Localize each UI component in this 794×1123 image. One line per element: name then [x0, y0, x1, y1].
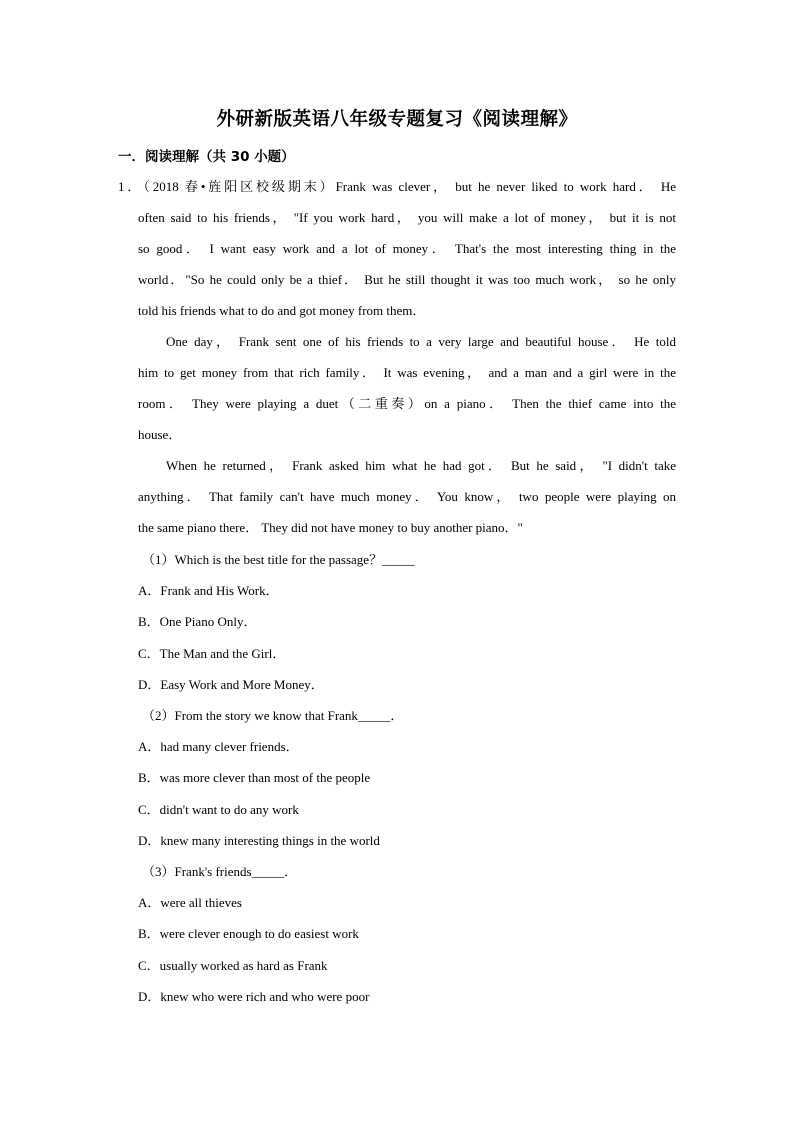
section-heading: 一．阅读理解（共 30 小题）	[118, 149, 295, 165]
passage-line: room． They were playing a duet（二重奏）on a piano． Then the thief came into the	[138, 396, 676, 411]
passage-line: 1．（2018 春•旌阳区校级期末）Frank was clever， but he never liked to work hard． He	[118, 179, 676, 194]
question-stem: （2）From the story we know that Frank_____．	[142, 708, 404, 723]
question-3	[120, 856, 676, 1012]
question-2	[120, 700, 676, 856]
question-stem: （1）Which is the best title for the passage？_____	[142, 552, 415, 567]
answer-option: C．The Man and the Girl．	[138, 645, 286, 661]
answer-option: B．was more clever than most of the people	[138, 770, 371, 786]
passage-line: the same piano there． They did not have money to buy another piano．"	[138, 520, 523, 535]
answer-option: A．had many clever friends．	[138, 739, 299, 755]
passage-line: told his friends what to do and got money from them．	[138, 303, 426, 318]
passage-line: house．	[138, 427, 182, 442]
reading-passage	[120, 171, 676, 543]
question-stem: （3）Frank's friends_____．	[142, 864, 298, 879]
answer-option: B．One Piano Only．	[138, 614, 257, 630]
answer-option: D．knew who were rich and who were poor	[138, 988, 370, 1004]
answer-option: C．didn't want to do any work	[138, 801, 299, 817]
passage-line: anything． That family can't have much money． You know， two people were playing on	[138, 489, 676, 504]
passage-line: him to get money from that rich family． It was evening， and a man and a girl were in the	[138, 365, 676, 380]
answer-option: A．were all thieves	[138, 895, 242, 911]
document-title: 外研新版英语八年级专题复习《阅读理解》	[216, 109, 578, 130]
answer-option: D．knew many interesting things in the world	[138, 832, 380, 848]
answer-option: A．Frank and His Work．	[138, 583, 279, 599]
question-1	[120, 544, 676, 700]
passage-line: One day， Frank sent one of his friends to a very large and beautiful house． He told	[166, 334, 676, 349]
passage-line: often said to his friends， "If you work hard， you will make a lot of money， but it is not	[138, 210, 676, 225]
answer-option: D．Easy Work and More Money．	[138, 676, 324, 692]
passage-line: When he returned， Frank asked him what he had got． But he said， "I didn't take	[166, 458, 676, 473]
passage-line: world．"So he could only be a thief． But he still thought it was too much work， so he only	[138, 272, 676, 287]
answer-option: C．usually worked as hard as Frank	[138, 957, 328, 973]
answer-option: B．were clever enough to do easiest work	[138, 926, 359, 942]
passage-line: so good． I want easy work and a lot of money． That's the most interesting thing in the	[138, 241, 676, 256]
